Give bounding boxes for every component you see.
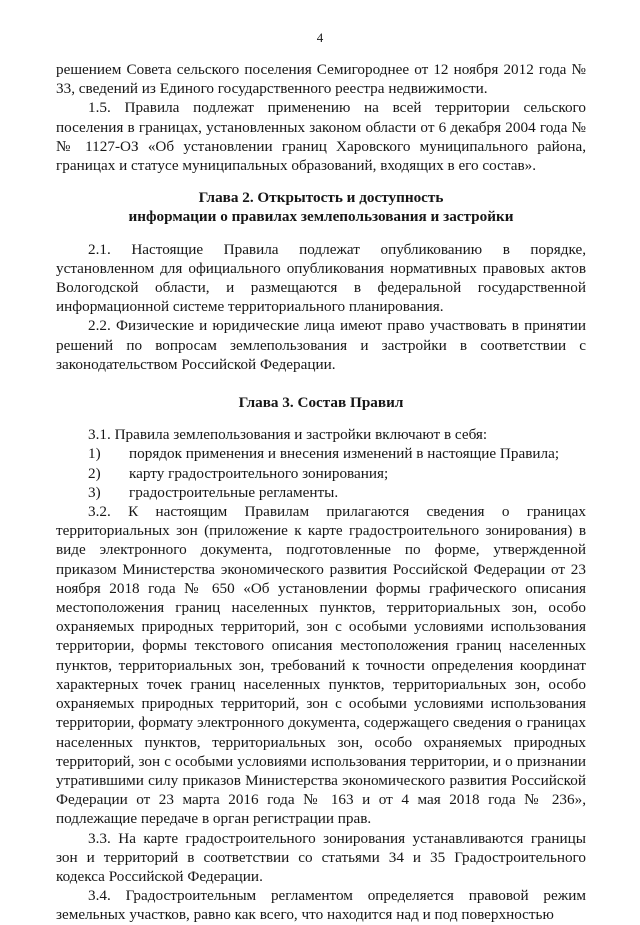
list-item (56, 483, 586, 502)
paragraph-2-1: 2.1. Настоящие Правила подлежат опубликованию в порядке, установленном для официального опубликования нормативных правовых актов Вологодской области, и размещаются в федеральной государственной информационной системе территориального планирования. (56, 240, 586, 316)
paragraph-3-4: 3.4. Градостроительным регламентом определяется правовой режим земельных участков, равно как всего, что находится над и под поверхностью (56, 887, 586, 924)
chapter-2-heading-line-1: Глава 2. Открытость и доступность (198, 189, 444, 207)
list-item-number: 2) (88, 464, 101, 482)
chapter-3-heading: Глава 3. Состав Правил (238, 394, 404, 412)
paragraph-3-2: 3.2. К настоящим Правилам прилагаются сведения о границах территориальных зон (приложение к карте градостроительного зонирования) в виде электронного документа, подготовленные по форме, утвержденной приказом Министерства экономического развития Российской Федерации от 23 ноября 2018 года № 650 «Об установлении формы графического описания местоположения границ населенных пунктов, территориальных зон, особо охраняемых природных территорий, зон с особыми условиями использования территории, формы текстового описания местоположения границ населенных пунктов, территориальных зон, требований к точности определения координат характерных точек границ населенных пунктов, территориальных зон, особо охраняемых природных территорий, зон с особыми условиями использования территории, формату электронного документа, содержащего сведения о границах населенных пунктов, территориальных зон, особо охраняемых природных территорий, зон с особыми условиями использования территории, и о признании утратившими силу приказов Министерства экономического развития Российской Федерации от 23 марта 2016 года № 163 и от 4 мая 2018 года № 236», подлежащие передаче в орган регистрации прав. (56, 503, 586, 828)
list-item (56, 444, 586, 463)
document-body (56, 60, 586, 925)
list-item-text: карту градостроительного зонирования; (129, 464, 389, 482)
paragraph-2-2: 2.2. Физические и юридические лица имеют право участвовать в принятии решений по вопросам землепользования и застройки в соответствии с законодательством Российской Федерации. (56, 317, 586, 373)
list-item-text: градостроительные регламенты. (129, 483, 339, 501)
paragraph-1-5: 1.5. Правила подлежат применению на всей территории сельского поселения в границах, установленных законом области от 6 декабря 2004 года № № 1127-ОЗ «Об установлении границ Харовского муниципального района, границах и статусе муниципальных образований, входящих в его состав». (56, 99, 586, 175)
list-item-number: 1) (88, 445, 101, 463)
chapter-2-heading-line-2: информации о правилах землепользования и застройки (128, 208, 514, 226)
list-item (56, 464, 586, 483)
list-item-text: порядок применения и внесения изменений в настоящие Правила; (129, 445, 560, 463)
paragraph-3-1: 3.1. Правила землепользования и застройки включают в себя: (88, 426, 488, 444)
paragraph-3-3: 3.3. На карте градостроительного зонирования устанавливаются границы зон и территорий в соответствии со статьями 34 и 35 Градостроительного кодекса Российской Федерации. (56, 829, 586, 885)
list-item-number: 3) (88, 483, 101, 501)
paragraph-continuation: решением Совета сельского поселения Семигороднее от 12 ноября 2012 года № 33, сведений из Единого государственного реестра недвижимости. (56, 61, 586, 98)
page-number: 4 (316, 30, 324, 45)
